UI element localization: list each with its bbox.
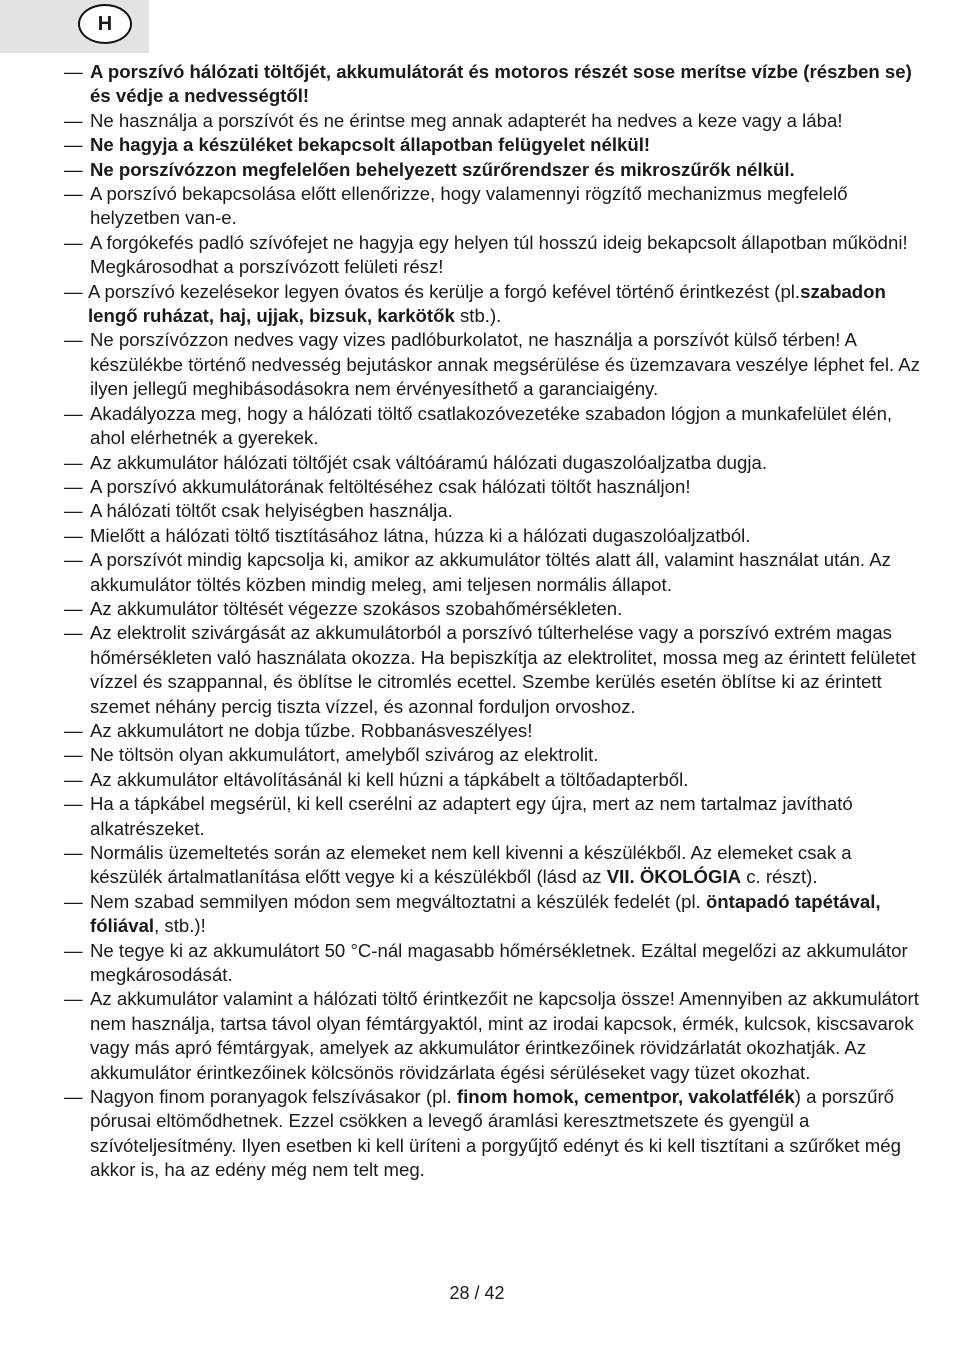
list-dash: —: [64, 500, 83, 522]
list-item: [64, 182, 924, 231]
list-dash: —: [64, 451, 83, 473]
list-dash: —: [64, 988, 83, 1010]
list-item-text: [90, 158, 924, 182]
list-item-text: [90, 475, 924, 499]
text-segment: stb.).: [454, 305, 502, 327]
list-item: [64, 231, 924, 280]
list-item: [64, 792, 924, 841]
list-item: [64, 475, 924, 499]
list-item: [64, 719, 924, 743]
list-item: [64, 1085, 924, 1183]
list-item-text: [90, 597, 924, 621]
text-segment: A porszívó bekapcsolása előtt ellenőrizze, hogy valamennyi rögzítő mechanizmus megfelelő helyzetben van-e.: [90, 183, 848, 229]
bold-text: Ne porszívózzon megfelelően behelyezett szűrőrendszer és mikroszűrők nélkül.: [90, 158, 795, 180]
list-item: [64, 743, 924, 767]
text-segment: Mielőtt a hálózati töltő tisztításához látna, húzza ki a hálózati dugaszolóaljzatból.: [90, 524, 751, 546]
text-segment: Az elektrolit szivárgását az akkumulátorból a porszívó túlterhelése vagy a porszívó extrém magas hőmérsékleten való használata okozza. Ha bepiszkítja az elektrolitet, mossa meg az érintett felületet vízzel és szappannal, és öblítse le citromlés ecettel. Szembe kerülés esetén öblítse ki az érintett szemet néhány percig tiszta vízzel, és azonnal forduljon orvoshoz.: [90, 622, 916, 717]
text-segment: Ne használja a porszívót és ne érintse meg annak adapterét ha nedves a keze vagy a lába!: [90, 109, 843, 131]
text-segment: Akadályozza meg, hogy a hálózati töltő csatlakozóvezetéke szabadon lógjon a munkafelület élén, ahol elérhetnék a gyerekek.: [90, 402, 893, 449]
language-badge: H: [78, 4, 132, 44]
list-item: [64, 987, 924, 1085]
bold-text: Ne hagyja a készüléket bekapcsolt állapotban felügyelet nélkül!: [90, 134, 651, 156]
list-dash: —: [64, 109, 83, 131]
list-item: [64, 939, 924, 988]
list-dash: —: [64, 793, 83, 815]
list-item-text: [90, 109, 924, 133]
list-dash: —: [64, 549, 83, 571]
list-item-text: [90, 939, 924, 988]
list-item: [64, 451, 924, 475]
text-segment: Az akkumulátor valamint a hálózati töltő érintkezőit ne kapcsolja össze! Amennyiben az akkumulátort nem használja, tartsa távol olyan fémtárgyaktól, mint az irodai kapcsok, érmék, kulcsok, kiscsavarok vagy más apró fémtárgyak, amelyek az akkumulátor érintkezőinek rövidzárlatát okozhatják. Az akkumulátor érintkezőinek kölcsönös rövidzárlata égési sérüléseket vagy tüzet okozhat.: [90, 988, 919, 1083]
list-dash: —: [64, 183, 83, 205]
text-segment: A porszívó kezelésekor legyen óvatos és kerülje a forgó kefével történő érintkezést (pl.: [88, 280, 801, 302]
text-segment: Az akkumulátor hálózati töltőjét csak váltóáramú hálózati dugaszolóaljzatba dugja.: [90, 451, 767, 473]
list-dash: —: [64, 329, 83, 351]
list-dash: —: [64, 61, 83, 82]
list-item-text: [90, 451, 924, 475]
text-segment: A porszívót mindig kapcsolja ki, amikor az akkumulátor töltés alatt áll, valamint használat után. Az akkumulátor töltés közben mindig meleg, ami teljesen normális állapot.: [90, 549, 891, 595]
list-item-text: [90, 402, 924, 451]
text-segment: Az akkumulátor töltését végezze szokásos szobahőmérsékleten.: [90, 597, 623, 619]
text-segment: Ha a tápkábel megsérül, ki kell cserélni az adaptert egy újra, mert az nem tartalmaz javítható alkatrészeket.: [90, 793, 853, 839]
bold-text: öntapadó tapétával, fóliával: [90, 890, 881, 937]
list-dash: —: [64, 890, 83, 912]
text-segment: Ne tegye ki az akkumulátort 50 °C-nál magasabb hőmérsékletnek. Ezáltal megelőzi az akkumulátor megkárosodását.: [90, 939, 908, 986]
language-tab: [0, 0, 149, 53]
safety-instructions-list: [64, 60, 924, 1183]
list-dash: —: [64, 134, 83, 156]
text-segment: A porszívó akkumulátorának feltöltéséhez csak hálózati töltőt használjon!: [90, 475, 691, 497]
bold-text: szabadon lengő ruházat, haj, ujjak, bizsuk, karkötők: [88, 280, 886, 327]
list-item: [64, 890, 924, 939]
list-item-text: [90, 231, 924, 280]
list-item: [64, 60, 924, 109]
text-segment: ) a porszűrő pórusai eltömődhetnek. Ezzel csökken a levegő áramlási keresztmetszete és gyengül a szívóteljesítmény. Ilyen esetben ki kell üríteni a porgyűjtő edényt és ki kell tisztítani a szűrőket még akkor is, ha az edény még nem telt meg.: [90, 1086, 901, 1181]
list-item-text: [88, 280, 924, 329]
text-segment: A forgókefés padló szívófejet ne hagyja egy helyen túl hosszú ideig bekapcsolt állapotban működni! Megkárosodhat a porszívózott felületi rész!: [90, 231, 908, 278]
text-segment: Nem szabad semmilyen módon sem megváltoztatni a készülék fedelét (pl.: [90, 890, 706, 912]
text-segment: , stb.)!: [154, 915, 206, 937]
list-item-text: [90, 548, 924, 597]
list-item-text: [90, 743, 924, 767]
list-dash: —: [64, 842, 83, 863]
list-item-text: [90, 768, 924, 792]
text-segment: Ne porszívózzon nedves vagy vizes padlóburkolatot, ne használja a porszívót külső térben! A készülékbe történő nedvesség bejutáskor annak megsérülése és üzemzavara veszélye léphet fel. Az ilyen jellegű meghibásodásokra nem érvényesíthető a garanciaigény.: [90, 329, 920, 400]
list-dash: —: [64, 768, 83, 790]
list-item: [64, 109, 924, 133]
list-dash: —: [64, 719, 83, 741]
list-item: [64, 402, 924, 451]
list-dash: —: [64, 1086, 83, 1108]
list-item-text: [90, 133, 924, 157]
list-dash: —: [64, 939, 83, 961]
list-item: [64, 499, 924, 523]
list-dash: —: [64, 597, 83, 619]
list-item-text: [90, 499, 924, 523]
list-dash: —: [64, 158, 83, 180]
text-segment: A hálózati töltőt csak helyiségben használja.: [90, 500, 453, 522]
list-dash: —: [64, 402, 83, 424]
text-segment: Az akkumulátort ne dobja tűzbe. Robbanásveszélyes!: [90, 719, 533, 741]
page-number: 28 / 42: [449, 1283, 505, 1303]
list-dash: —: [64, 744, 83, 766]
list-dash: —: [64, 280, 83, 302]
list-item-text: [90, 60, 924, 109]
list-item-text: [90, 621, 924, 719]
list-item: [64, 133, 924, 157]
list-item-text: [90, 182, 924, 231]
list-dash: —: [64, 622, 83, 644]
list-dash: —: [64, 231, 83, 253]
list-item-text: [90, 1085, 924, 1183]
list-item: [64, 328, 924, 401]
list-item: [64, 280, 924, 329]
list-item-text: [90, 524, 924, 548]
text-segment: c. részt).: [741, 866, 818, 888]
list-dash: —: [64, 524, 83, 546]
text-segment: Az akkumulátor eltávolításánál ki kell húzni a tápkábelt a töltőadapterből.: [90, 768, 689, 790]
list-item: [64, 768, 924, 792]
list-item: [64, 524, 924, 548]
list-item-text: [90, 890, 924, 939]
list-item: [64, 158, 924, 182]
list-item-text: [90, 719, 924, 743]
list-item: [64, 841, 924, 890]
bold-text: A porszívó hálózati töltőjét, akkumulátorát és motoros részét sose merítse vízbe (részben se) és védje a nedvességtől!: [90, 61, 912, 107]
bold-text: finom homok, cementpor, vakolatfélék: [456, 1086, 795, 1108]
list-item-text: [90, 841, 924, 890]
text-segment: Nagyon finom poranyagok felszívásakor (pl.: [90, 1086, 457, 1108]
list-item: [64, 621, 924, 719]
text-segment: Ne töltsön olyan akkumulátort, amelyből szivárog az elektrolit.: [90, 744, 599, 766]
list-item-text: [90, 328, 924, 401]
list-item: [64, 597, 924, 621]
list-item-text: [90, 987, 924, 1085]
text-segment: Normális üzemeltetés során az elemeket nem kell kivenni a készülékből. Az elemeket csak a készülék ártalmatlanítása előtt vegye ki a készülékből (lásd az: [90, 842, 852, 888]
list-dash: —: [64, 475, 83, 497]
list-item: [64, 548, 924, 597]
bold-text: VII. ÖKOLÓGIA: [606, 866, 742, 888]
list-item-text: [90, 792, 924, 841]
